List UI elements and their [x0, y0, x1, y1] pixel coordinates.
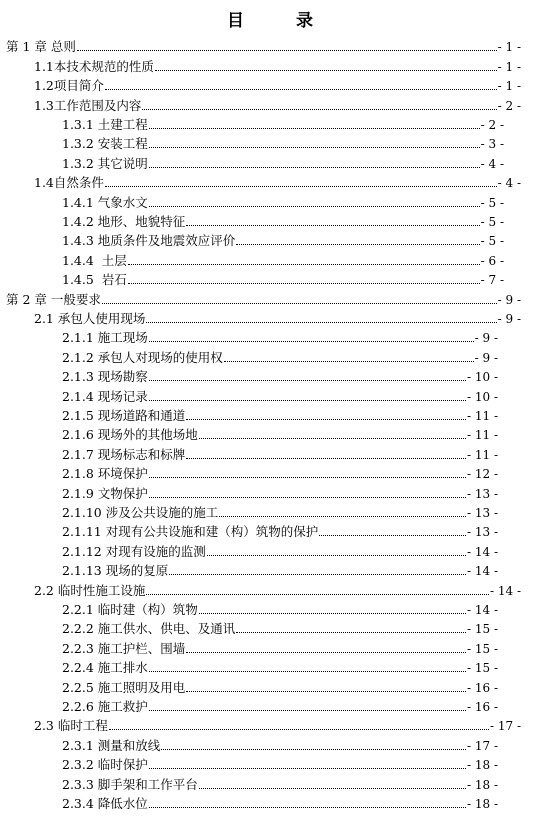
toc-entry-text: 总则	[50, 39, 76, 55]
toc-entry-page: - 10 -	[466, 389, 498, 404]
dot-leader	[149, 497, 466, 498]
toc-entry-page: - 11 -	[466, 447, 498, 462]
toc-entry-number: 1.3.2	[62, 136, 94, 152]
toc-entry-page: - 18 -	[466, 777, 498, 792]
dot-leader	[155, 70, 497, 71]
toc-entry-number: 2.2.3	[62, 640, 94, 656]
dot-leader	[149, 341, 474, 342]
toc-entry-text: 施工救护	[97, 698, 148, 714]
toc-entry[interactable]	[0, 248, 540, 267]
toc-entry-page: - 14 -	[489, 583, 521, 598]
dot-leader	[142, 109, 496, 110]
toc-entry-text: 现场道路和通道	[97, 407, 186, 423]
toc-entry[interactable]	[0, 772, 540, 791]
toc-entry-text: 工作范围及内容	[53, 97, 142, 113]
toc-entry-page: - 9 -	[497, 311, 521, 326]
toc-entry-page: - 11 -	[466, 428, 498, 443]
toc-entry-number: 2.1	[34, 310, 54, 326]
toc-entry-number: 2.1.2	[62, 349, 94, 365]
toc-entry[interactable]	[0, 113, 540, 132]
toc-entry-number: 2.3.1	[62, 737, 94, 753]
toc-entry-page: - 11 -	[466, 408, 498, 423]
toc-entry[interactable]	[0, 598, 540, 617]
dot-leader	[319, 535, 466, 536]
toc-entry-number: 1.4.4	[62, 252, 94, 268]
toc-title-right: 录	[296, 11, 313, 31]
toc-entry[interactable]	[0, 54, 540, 73]
toc-entry[interactable]	[0, 404, 540, 423]
toc-entry-page: - 9 -	[497, 292, 521, 307]
toc-entry-number: 2.1.9	[62, 485, 94, 501]
toc-entry-number: 1.4	[34, 175, 54, 191]
toc-entry-page: - 14 -	[466, 564, 498, 579]
toc-entry-number: 2.2	[34, 582, 54, 598]
toc-entry-page: - 16 -	[466, 699, 498, 714]
toc-entry-text: 安装工程	[97, 136, 148, 152]
toc-entry[interactable]	[0, 190, 540, 209]
toc-entry-page: - 4 -	[497, 176, 521, 191]
dot-leader	[128, 264, 480, 265]
dot-leader	[149, 768, 466, 769]
dot-leader	[149, 167, 480, 168]
toc-entry-number: 第 1 章	[6, 39, 47, 55]
toc-entry-text: 临时建（构）筑物	[97, 601, 198, 617]
dot-leader	[149, 477, 466, 478]
dot-leader	[236, 244, 479, 245]
toc-entry-number: 2.2.4	[62, 660, 94, 676]
toc-entry[interactable]	[0, 520, 540, 539]
toc-entry-page: - 16 -	[466, 680, 498, 695]
dot-leader	[149, 128, 480, 129]
toc-entry-number: 2.2.6	[62, 698, 94, 714]
toc-entry-number: 2.3.4	[62, 795, 94, 811]
toc-entry-text: 施工照明及用电	[97, 679, 186, 695]
toc-entry-text: 涉及公共设施的施工	[105, 504, 219, 520]
dot-leader	[128, 283, 480, 284]
toc-title	[0, 6, 540, 31]
toc-entry-text: 承包人使用现场	[57, 310, 146, 326]
dot-leader	[199, 438, 466, 439]
toc-entry-number: 2.1.5	[62, 407, 94, 423]
toc-entry[interactable]	[0, 656, 540, 675]
toc-entry-page: - 17 -	[466, 738, 498, 753]
dot-leader	[186, 652, 466, 653]
toc-entry-page: - 17 -	[489, 719, 521, 734]
toc-entry[interactable]	[0, 384, 540, 403]
toc-entry-page: - 14 -	[466, 544, 498, 559]
dot-leader	[186, 225, 479, 226]
toc-entry-page: - 1 -	[497, 40, 521, 55]
toc-entry-page: - 4 -	[480, 156, 504, 171]
toc-entry-page: - 13 -	[466, 505, 498, 520]
dot-leader	[146, 322, 496, 323]
toc-entry-page: - 10 -	[466, 370, 498, 385]
toc-entry[interactable]	[0, 151, 540, 170]
toc-entry[interactable]	[0, 792, 540, 811]
toc-entry-number: 2.1.11	[62, 524, 102, 540]
toc-entry[interactable]	[0, 675, 540, 694]
toc-title-left: 目	[227, 11, 244, 31]
toc-entry-page: - 18 -	[466, 796, 498, 811]
toc-entry[interactable]	[0, 423, 540, 442]
toc-entry-text: 现场的复原	[105, 563, 169, 579]
toc-entry-text: 对现有公共设施和建（构）筑物的保护	[105, 524, 319, 540]
toc-entry[interactable]	[0, 462, 540, 481]
toc-entry[interactable]	[0, 442, 540, 461]
toc-entry-text: 现场记录	[97, 388, 148, 404]
toc-entry-number: 1.4.5	[62, 272, 94, 288]
toc-entry-page: - 13 -	[466, 525, 498, 540]
dot-leader	[149, 671, 466, 672]
toc-entry[interactable]	[0, 578, 540, 597]
toc-entry-page: - 5 -	[480, 195, 504, 210]
toc-entry-text: 环境保护	[97, 466, 148, 482]
toc-entry-number: 1.4.3	[62, 233, 94, 249]
dot-leader	[105, 89, 497, 90]
dot-leader	[146, 594, 489, 595]
toc-entry-text: 现场标志和标牌	[97, 446, 186, 462]
toc-entry-text: 气象水文	[97, 194, 148, 210]
toc-entry-page: - 9 -	[474, 331, 498, 346]
dot-leader	[149, 206, 480, 207]
toc-entry-number: 2.2.1	[62, 601, 94, 617]
toc-entry-text: 施工现场	[97, 330, 148, 346]
toc-entry-page: - 3 -	[480, 137, 504, 152]
toc-entry-text: 土层	[101, 252, 127, 268]
toc-entry-number: 1.3.1	[62, 116, 94, 132]
toc-entry-page: - 5 -	[480, 214, 504, 229]
toc-entry[interactable]	[0, 307, 540, 326]
dot-leader	[186, 458, 466, 459]
toc-entry-number: 1.3.2	[62, 155, 94, 171]
toc-entry-text: 施工排水	[97, 660, 148, 676]
toc-entry[interactable]	[0, 74, 540, 93]
toc-entry-text: 临时保护	[97, 757, 148, 773]
toc-entry-number: 第 2 章	[6, 291, 47, 307]
toc-entry-number: 1.4.2	[62, 213, 94, 229]
toc-entry-text: 降低水位	[97, 795, 148, 811]
toc-entry-text: 对现有设施的监测	[105, 543, 206, 559]
toc-entry-text: 一般要求	[50, 291, 101, 307]
toc-entry[interactable]	[0, 93, 540, 112]
toc-entry-page: - 15 -	[466, 622, 498, 637]
toc-entry-number: 2.1.1	[62, 330, 94, 346]
toc-entry[interactable]	[0, 733, 540, 752]
toc-entry[interactable]	[0, 268, 540, 287]
toc-entry[interactable]	[0, 559, 540, 578]
toc-entry-number: 2.1.6	[62, 427, 94, 443]
dot-leader	[102, 303, 497, 304]
dot-leader	[149, 807, 466, 808]
toc-entry-text: 临时工程	[57, 718, 108, 734]
toc-entry-number: 2.1.12	[62, 543, 102, 559]
toc-entry-page: - 13 -	[466, 486, 498, 501]
toc-entry[interactable]	[0, 210, 540, 229]
toc-entry-text: 施工护栏、围墙	[97, 640, 186, 656]
toc-entry-number: 2.1.7	[62, 446, 94, 462]
toc-entry[interactable]	[0, 326, 540, 345]
toc-entry-number: 2.2.5	[62, 679, 94, 695]
dot-leader	[149, 380, 466, 381]
dot-leader	[199, 788, 466, 789]
dot-leader	[161, 749, 466, 750]
toc-entry-number: 2.2.2	[62, 621, 94, 637]
toc-entry-number: 2.3	[34, 718, 54, 734]
toc-entry-page: - 12 -	[466, 467, 498, 482]
toc-entry-page: - 2 -	[497, 98, 521, 113]
toc-entry-page: - 18 -	[466, 758, 498, 773]
toc-entry-number: 2.1.13	[62, 563, 102, 579]
toc-entry[interactable]	[0, 501, 540, 520]
dot-leader	[149, 710, 466, 711]
toc-entry-page: - 14 -	[466, 602, 498, 617]
toc-entry-text: 脚手架和工作平台	[97, 776, 198, 792]
toc-entry-text: 土建工程	[97, 116, 148, 132]
toc-entry-number: 1.4.1	[62, 194, 94, 210]
toc-entry-number: 1.3	[34, 97, 54, 113]
toc-entry-page: - 5 -	[480, 234, 504, 249]
toc-entry-number: 2.3.2	[62, 757, 94, 773]
toc-entry-page: - 15 -	[466, 661, 498, 676]
toc-entry-text: 文物保护	[97, 485, 148, 501]
toc-entry-number: 2.3.3	[62, 776, 94, 792]
toc-entry-number: 2.1.4	[62, 388, 94, 404]
toc-entry-page: - 6 -	[480, 253, 504, 268]
dot-leader	[199, 613, 466, 614]
toc-entry[interactable]	[0, 617, 540, 636]
toc-entry[interactable]	[0, 753, 540, 772]
toc-entry-text: 自然条件	[53, 175, 104, 191]
toc-entry-text: 施工供水、供电、及通讯	[97, 621, 236, 637]
toc-entry-text: 其它说明	[97, 155, 148, 171]
toc-entry[interactable]	[0, 171, 540, 190]
toc-entry-text: 本技术规范的性质	[53, 58, 154, 74]
toc-entry-page: - 2 -	[480, 117, 504, 132]
toc-entry-number: 2.1.3	[62, 369, 94, 385]
dot-leader	[105, 186, 497, 187]
dot-leader	[224, 361, 474, 362]
toc-entry[interactable]	[0, 714, 540, 733]
toc-entry-text: 临时性施工设施	[57, 582, 146, 598]
dot-leader	[186, 691, 466, 692]
toc-entry-number: 2.1.10	[62, 504, 102, 520]
toc-entry-page: - 1 -	[497, 79, 521, 94]
toc-entry-text: 测量和放线	[97, 737, 161, 753]
toc-entry-text: 项目简介	[53, 78, 104, 94]
dot-leader	[77, 50, 497, 51]
dot-leader	[236, 632, 466, 633]
dot-leader	[219, 516, 466, 517]
toc-entry-number: 2.1.8	[62, 466, 94, 482]
toc-entry[interactable]	[0, 539, 540, 558]
toc-entry[interactable]	[0, 695, 540, 714]
toc-entry-text: 承包人对现场的使用权	[97, 349, 223, 365]
dot-leader	[207, 555, 466, 556]
toc-entry-text: 现场勘察	[97, 369, 148, 385]
toc-entry-page: - 9 -	[474, 350, 498, 365]
toc-entry[interactable]	[0, 636, 540, 655]
toc-entry-number: 1.2	[34, 78, 54, 94]
dot-leader	[149, 400, 466, 401]
toc-entry-text: 岩石	[101, 272, 127, 288]
toc-entry-page: - 15 -	[466, 641, 498, 656]
toc-entry[interactable]	[0, 35, 540, 54]
toc-entry[interactable]	[0, 132, 540, 151]
toc-entry[interactable]	[0, 287, 540, 306]
toc-entry-text: 地形、地貌特征	[97, 213, 186, 229]
toc-entry-number: 1.1	[34, 58, 54, 74]
dot-leader	[186, 419, 466, 420]
dot-leader	[109, 729, 489, 730]
dot-leader	[169, 574, 466, 575]
toc-entry-text: 地质条件及地震效应评价	[97, 233, 236, 249]
toc-entry[interactable]	[0, 229, 540, 248]
toc-entry[interactable]	[0, 365, 540, 384]
toc-entry[interactable]	[0, 345, 540, 364]
toc-entry-page: - 1 -	[497, 59, 521, 74]
toc-entry-text: 现场外的其他场地	[97, 427, 198, 443]
dot-leader	[149, 147, 480, 148]
toc-entry-page: - 7 -	[480, 273, 504, 288]
toc-entry[interactable]	[0, 481, 540, 500]
